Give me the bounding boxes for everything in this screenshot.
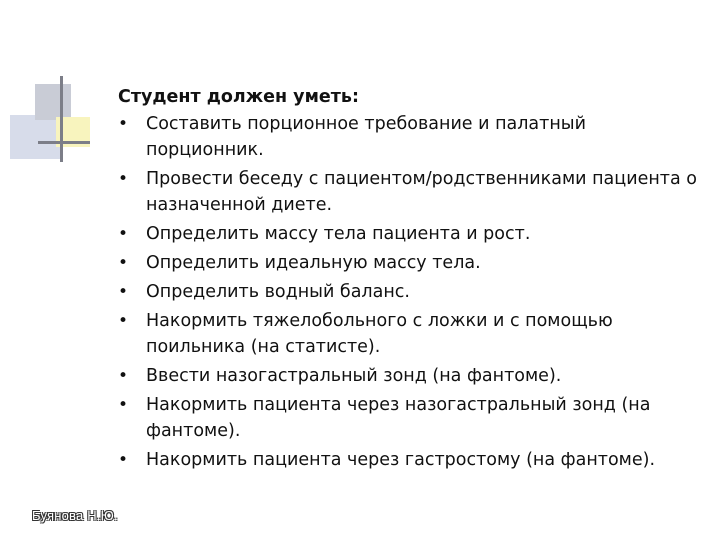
decorative-horizontal-line (38, 141, 90, 144)
list-item-text: Провести беседу с пациентом/родственниками пациента о назначенной диете. (146, 169, 697, 215)
bullet-icon: • (118, 395, 129, 415)
list-item (118, 111, 698, 163)
bullet-icon: • (118, 224, 129, 244)
slide-heading: Студент должен уметь: (118, 87, 359, 107)
list-item (118, 447, 698, 473)
skills-list (118, 111, 698, 473)
list-item-text: Накормить пациента через гастростому (на фантоме). (146, 450, 656, 470)
decorative-gray-square (35, 84, 71, 120)
list-item-text: Ввести назогастральный зонд (на фантоме). (146, 366, 562, 386)
list-item (118, 363, 698, 389)
list-item (118, 250, 698, 276)
list-item-text: Определить массу тела пациента и рост. (146, 224, 531, 244)
list-item (118, 308, 698, 360)
decorative-blue-square (10, 115, 60, 159)
list-item (118, 166, 698, 218)
list-item (118, 279, 698, 305)
list-item-text: Накормить пациента через назогастральный зонд (на фантоме). (146, 395, 651, 441)
list-item-text: Накормить тяжелобольного с ложки и с помощью поильника (на статисте). (146, 311, 613, 357)
list-item-text: Составить порционное требование и палатный порционник. (146, 114, 586, 160)
bullet-icon: • (118, 114, 129, 134)
list-item-text: Определить водный баланс. (146, 282, 410, 302)
decorative-vertical-line (60, 76, 63, 162)
author-footer: Буянова Н.Ю. (32, 508, 118, 523)
bullet-icon: • (118, 282, 129, 302)
list-item (118, 392, 698, 444)
list-item (118, 221, 698, 247)
slide-content (118, 83, 698, 476)
bullet-icon: • (118, 366, 129, 386)
bullet-icon: • (118, 169, 129, 189)
bullet-icon: • (118, 311, 129, 331)
list-item-text: Определить идеальную массу тела. (146, 253, 481, 273)
bullet-icon: • (118, 253, 129, 273)
bullet-icon: • (118, 450, 129, 470)
